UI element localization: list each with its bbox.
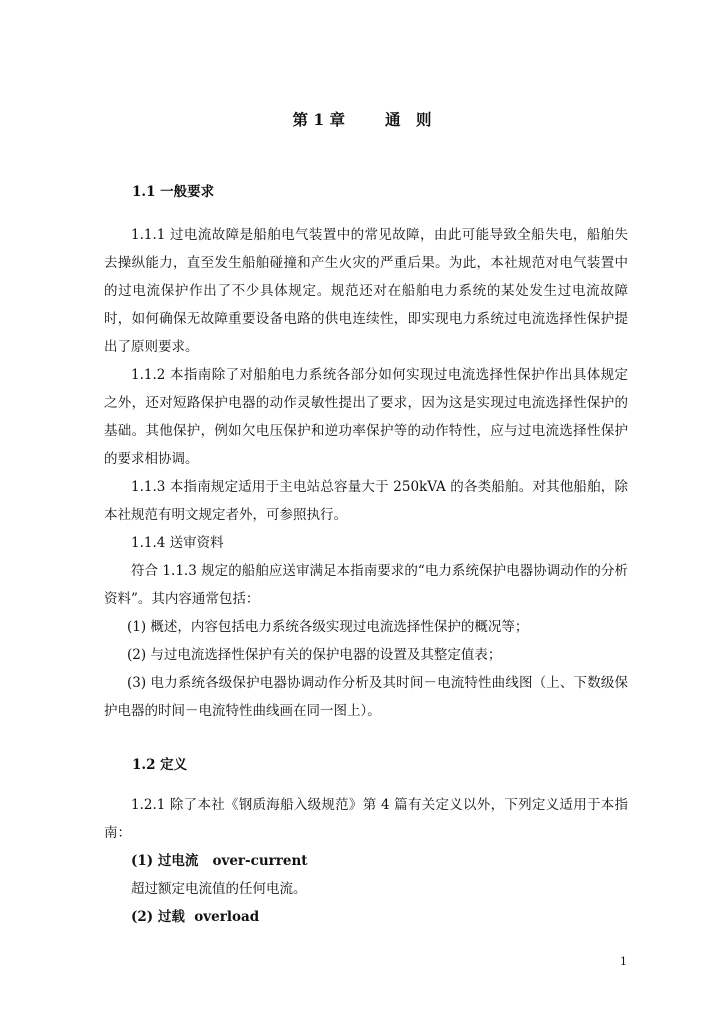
definition-1-description: 超过额定电流值的任何电流。 (131, 881, 307, 897)
definition-2-number: (2) (131, 909, 154, 925)
definition-1-english: over-current (212, 853, 308, 869)
list-item-3: (3) 电力系统各级保护电器协调动作分析及其时间－电流特性曲线图（上、下数级保护电器的时间－电流特性曲线画在同一图上）。 (104, 675, 628, 719)
chapter-heading (0, 108, 724, 130)
heading-1-1-4: 1.1.4 送审资料 (131, 535, 224, 551)
paragraph-1-1-4: 符合 1.1.3 规定的船舶应送审满足本指南要求的“电力系统保护电器协调动作的分析资料”。其内容通常包括： (104, 563, 628, 607)
chapter-title: 通 则 (385, 110, 432, 129)
definition-1-number: (1) (131, 853, 154, 869)
definition-2-term: 过载 (157, 909, 185, 925)
chapter-number: 第 1 章 (292, 110, 346, 129)
paragraph-1-1-1: 1.1.1 过电流故障是船舶电气装置中的常见故障，由此可能导致全船失电，船舶失去操纵能力，直至发生船舶碰撞和产生火灾的严重后果。为此，本社规范对电气装置中的过电流保护作出了不少具体规定。规范还对在船舶电力系统的某处发生过电流故障时，如何确保无故障重要设备电路的供电连续性，即实现电力系统过电流选择性保护提出了原则要求。 (104, 227, 628, 355)
paragraph-1-1-2: 1.1.2 本指南除了对船舶电力系统各部分如何实现过电流选择性保护作出具体规定之外，还对短路保护电器的动作灵敏性提出了要求，因为这是实现过电流选择性保护的基础。其他保护，例如欠电压保护和逆功率保护等的动作特性，应与过电流选择性保护的要求相协调。 (104, 367, 628, 467)
definition-1-heading (131, 847, 308, 875)
paragraph-1-2-1: 1.2.1 除了本社《钢质海船入级规范》第 4 篇有关定义以外，下列定义适用于本指南： (104, 797, 628, 841)
list-item-2: (2) 与过电流选择性保护有关的保护电器的设置及其整定值表； (127, 647, 502, 663)
definition-1-term: 过电流 (157, 853, 199, 869)
paragraph-1-1-3: 1.1.3 本指南规定适用于主电站总容量大于 250kVA 的各类船舶。对其他船舶，除本社规范有明文规定者外，可参照执行。 (104, 479, 628, 523)
list-item-1: (1) 概述，内容包括电力系统各级实现过电流选择性保护的概况等； (127, 619, 529, 635)
page-number: 1 (620, 955, 627, 968)
definition-2-heading (131, 903, 259, 931)
definition-2-english: overload (194, 909, 260, 925)
section-heading-1-1: 1.1 一般要求 (132, 184, 215, 200)
section-heading-1-2: 1.2 定义 (132, 757, 188, 773)
